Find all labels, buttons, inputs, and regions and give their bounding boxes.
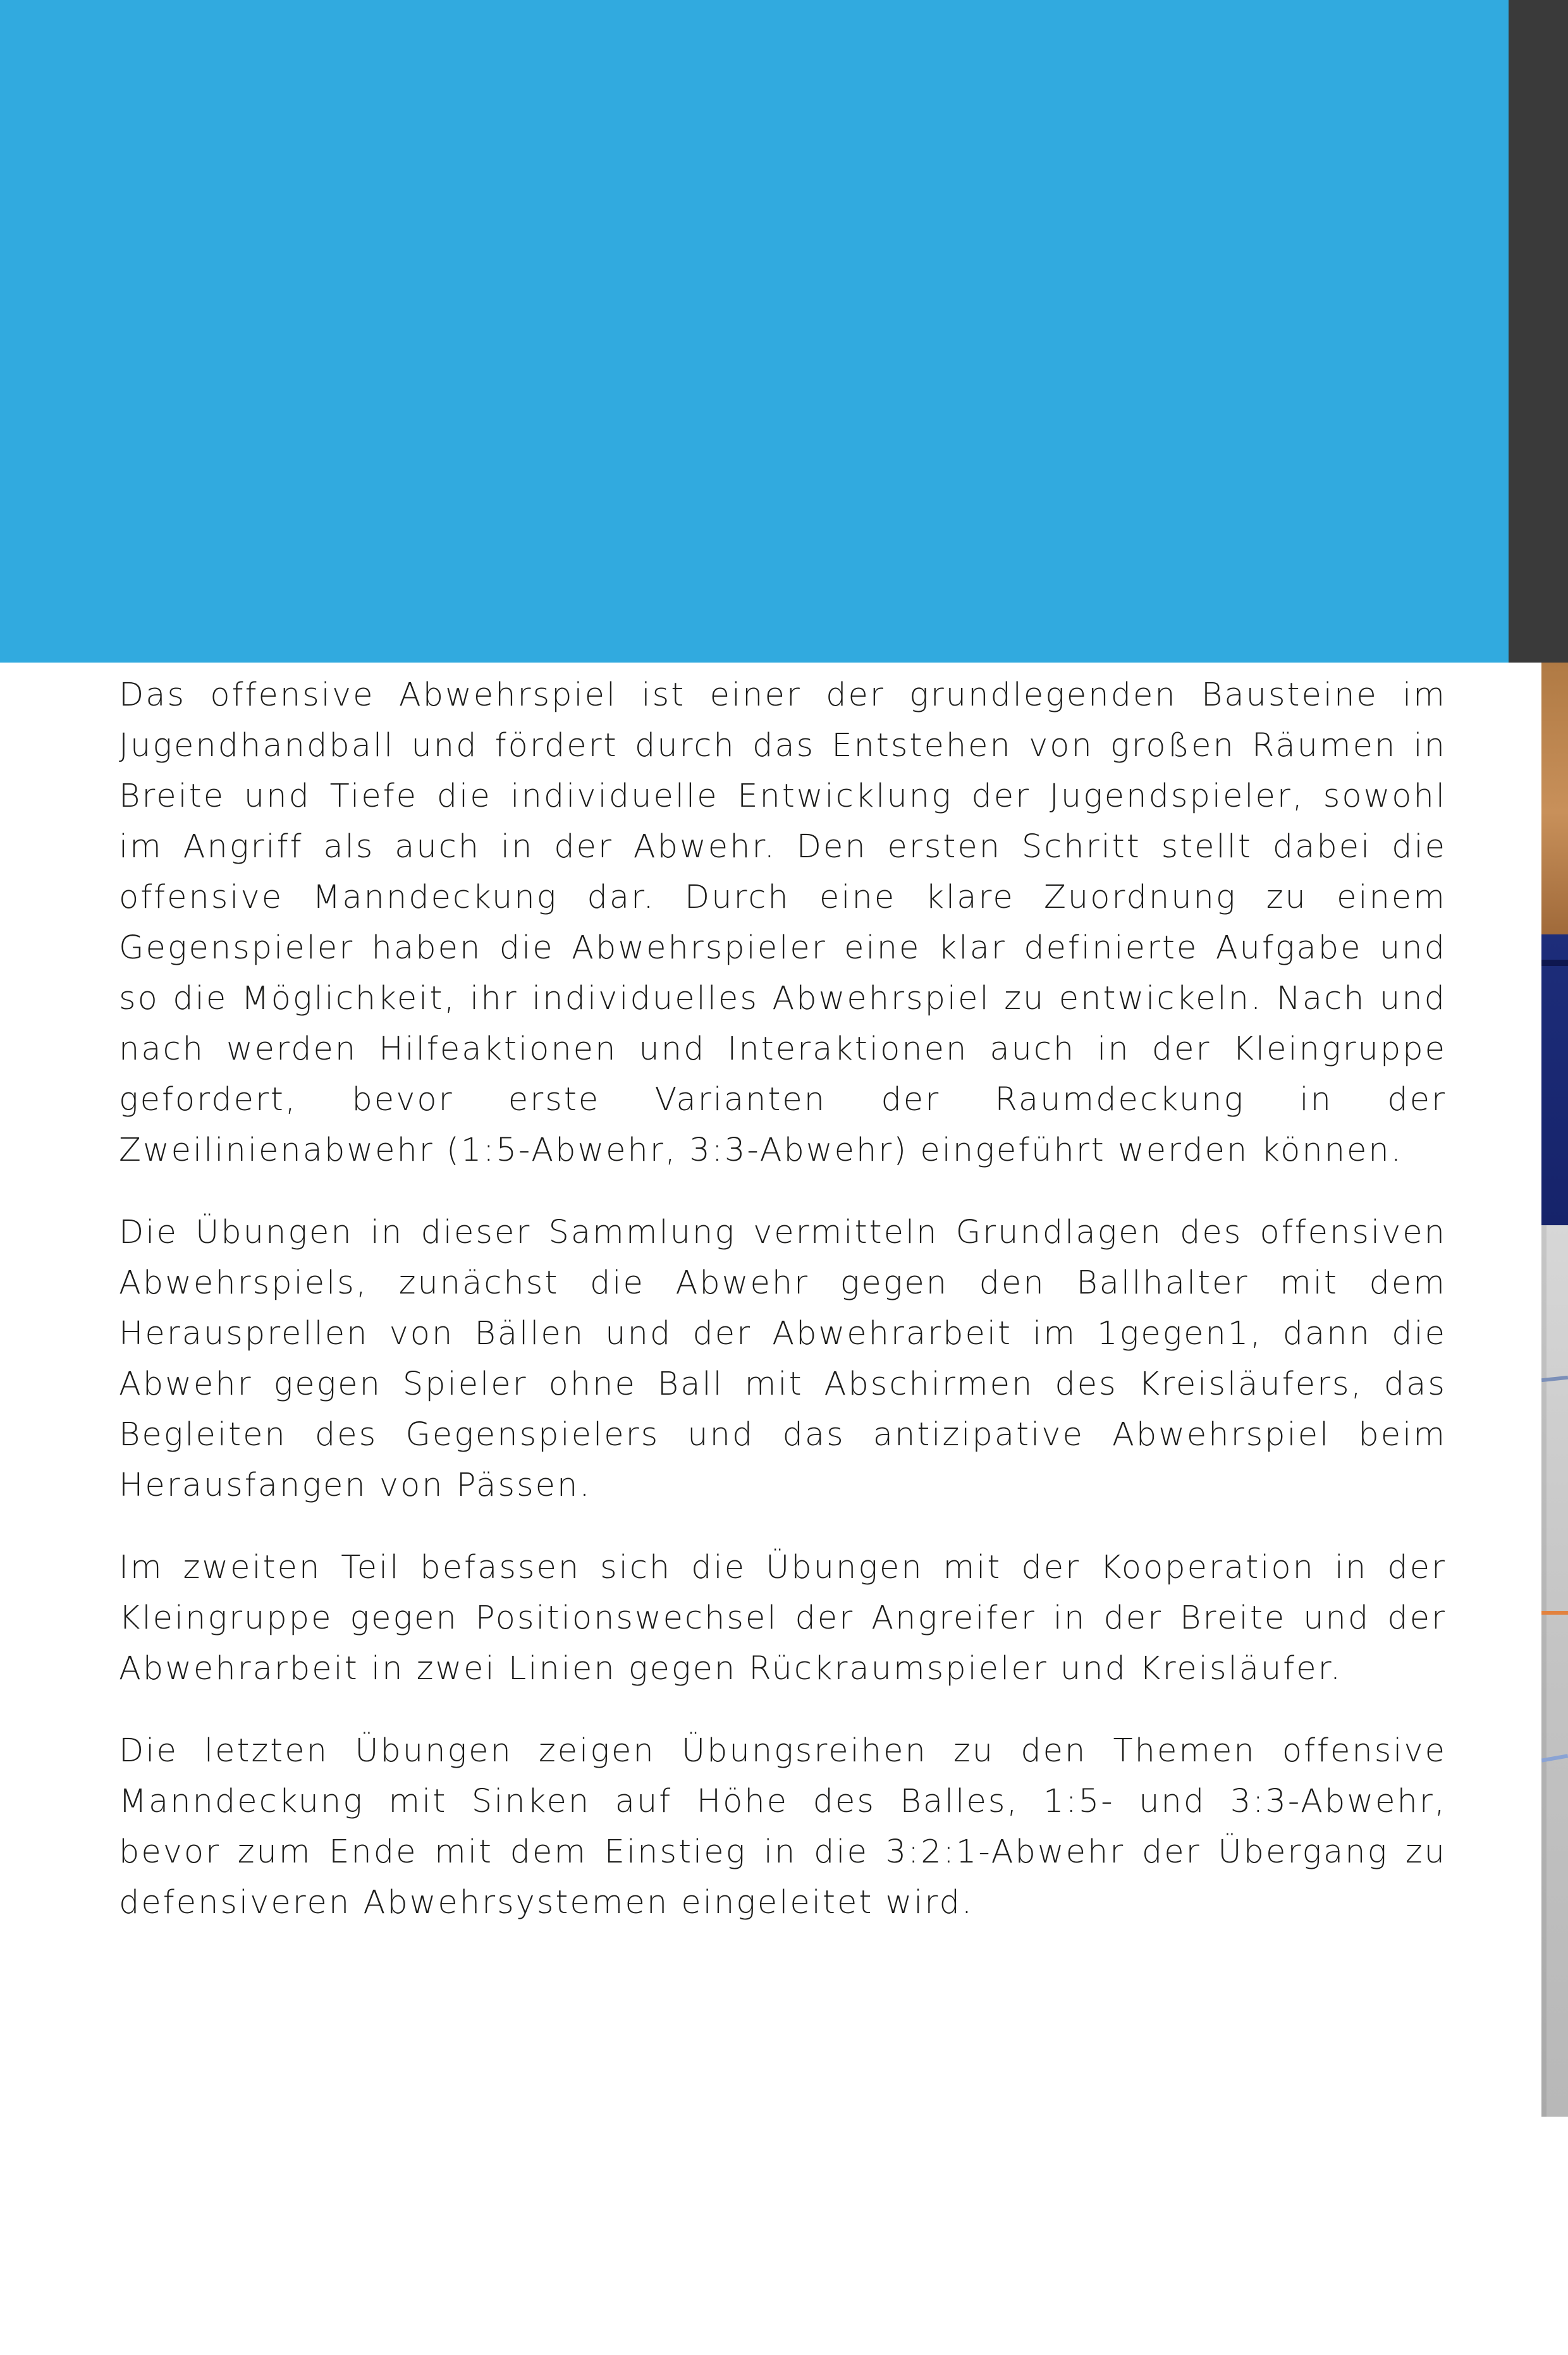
back-cover-text bbox=[119, 670, 1447, 1960]
paragraph-basics: Die Übungen in dieser Sammlung vermitteln Grundlagen des offensiven Abwehrspiels, zunächst die Abwehr gegen den Ballhalter mit dem Herausprellen von Bällen und der Abwehrarbeit im 1gegen1, dann die Abwehr gegen Spieler ohne Ball mit Abschirmen des Kreisläufers, das Begleiten des Gegenspielers und das antizipative Abwehrspiel beim Herausfangen von Pässen. bbox=[119, 1214, 1447, 1504]
photo-wall bbox=[1541, 663, 1568, 934]
photo-shadow bbox=[1541, 1225, 1547, 2117]
paragraph-last-exercises: Die letzten Übungen zeigen Übungsreihen zu den Themen offensive Manndeckung mit Sinken auf Höhe des Balles, 1:5- und 3:3-Abwehr, bevor zum Ende mit dem Einstieg in die 3:2:1-Abwehr der Übergang zu defensiveren Abwehrsystemen eingeleitet wird. bbox=[119, 1732, 1447, 1921]
court-line bbox=[1541, 1611, 1568, 1615]
photo-mat bbox=[1541, 934, 1568, 1225]
paragraph-intro: Das offensive Abwehrspiel ist einer der grundlegenden Bausteine im Jugendhandball und fördert durch das Entstehen von großen Räumen in Breite und Tiefe die individuelle Entwicklung der Jugendspieler, sowohl im Angriff als auch in der Abwehr. Den ersten Schritt stellt dabei die offensive Manndeckung dar. Durch eine klare Zuordnung zu einem Gegenspieler haben die Abwehrspieler eine klar definierte Aufgabe und so die Möglichkeit, ihr individuelles Abwehrspiel zu entwickeln. Nach und nach werden Hilfeaktionen und Interaktionen auch in der Kleingruppe gefordert, bevor erste Varianten der Raumdeckung in der Zweilinienabwehr (1:5-Abwehr, 3:3-Abwehr) eingeführt werden können. bbox=[119, 676, 1447, 1169]
cover-photo-strip bbox=[1541, 663, 1568, 2117]
paragraph-second-part: Im zweiten Teil befassen sich die Übungen mit der Kooperation in der Kleingruppe gegen Positionswechsel der Angreifer in der Breite und der Abwehrarbeit in zwei Linien gegen Rückraumspieler und Kreisläufer. bbox=[119, 1549, 1447, 1687]
cover-color-band bbox=[0, 0, 1509, 663]
book-spine bbox=[1509, 0, 1568, 663]
photo-mat-edge bbox=[1541, 960, 1568, 966]
